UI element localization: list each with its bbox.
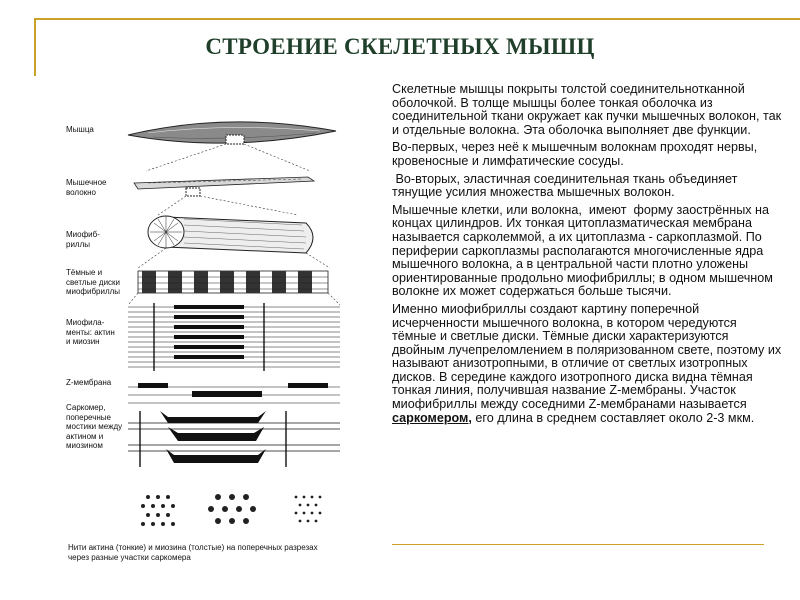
label-fiber: Мышечное волокно: [66, 178, 107, 197]
paragraph-3: Во-вторых, эластичная соединительная ткань объединяет тянущие усилия множества мышечных волокон.: [392, 171, 741, 200]
paragraph-1: Скелетные мышцы покрыты толстой соединительнотканной оболочкой. В толще мышцы более тонкая оболочка из соединительной ткани окружает как пучки мышечных волокон, так и отдельные волокна. Эта оболочка выполняет две функции.: [392, 82, 782, 137]
label-myofibrils: Миофиб-риллы: [66, 230, 100, 249]
label-muscle: Мышца: [66, 125, 94, 134]
paragraph-5: [392, 303, 784, 425]
frame-top-line: [34, 18, 800, 20]
diagram-drawing: [58, 105, 368, 575]
paragraph-5-text: Именно миофибриллы создают картину поперечной исчерченности мышечного волокна, в котором чередуются тёмные и светлые диски. Тёмные диски характеризуются двойным лучепреломлением в поляризованном свете, поэтому их называют анизотропными, в отличие от светлых изотропных дисков. В середине каждого изотропного диска видна тёмная тонкая линия, получившая название Z-мембраны. Участок миофибриллы между соседними Z-мембранами называется: [392, 301, 782, 412]
paragraph-4: Мышечные клетки, или волокна, имеют форму заострённых на концах цилиндров. Их тонкая цитоплазматическая мембрана называется сарколеммой, а их цитоплазма - саркоплазмой. По периферии саркоплазмы располагаются многочисленные ядра мышечного волокна, а в центральной части плотно уложены ориентированные продольно миофибриллы; в одном мышечном волокне их может содержаться больше тысячи.: [392, 202, 777, 299]
paragraph-2: Во-первых, через неё к мышечным волокнам проходят нервы, кровеносные и лимфатические сосуды.: [392, 140, 758, 168]
slide-title: СТРОЕНИЕ СКЕЛЕТНЫХ МЫШЦ: [205, 34, 595, 59]
label-caption: Нити актина (тонкие) и миозина (толстые) на поперечных разрезах через разные участки саркомера: [68, 543, 318, 562]
term-sarcomere: саркомером,: [392, 410, 472, 425]
paragraph-5-end: его длина в среднем составляет около 2-3 мкм.: [471, 410, 755, 425]
label-sarcomere: Саркомер, поперечные мостики между актином и миозином: [66, 403, 123, 450]
label-filaments: Миофила-менты: актин и миозин: [66, 318, 115, 346]
main-text: [392, 83, 784, 429]
label-z-membrane: Z-мембрана: [66, 378, 112, 387]
bottom-accent-line: [392, 544, 764, 545]
muscle-structure-diagram: [58, 105, 368, 575]
label-disks: Тёмные и светлые диски миофибриллы: [66, 268, 121, 296]
